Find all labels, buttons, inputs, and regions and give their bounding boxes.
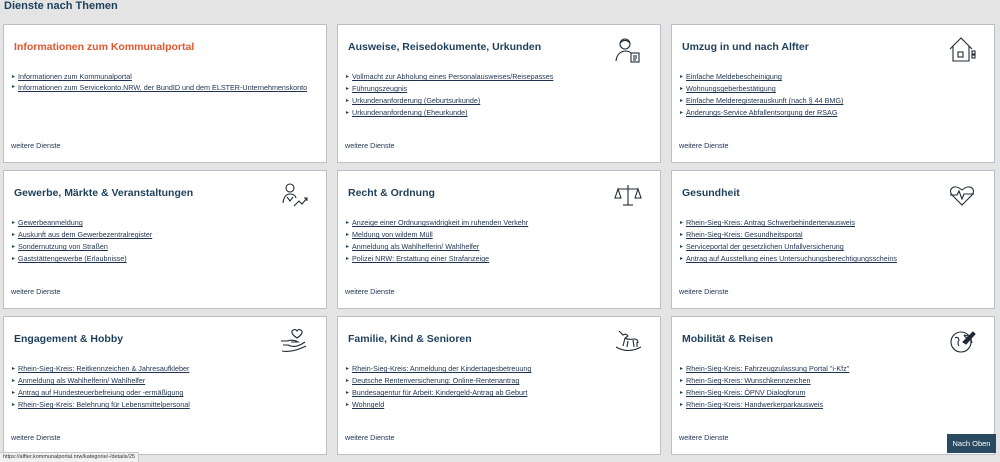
list-item — [346, 107, 652, 119]
service-link[interactable]: Rhein-Sieg-Kreis: Gesundheitsportal — [686, 230, 803, 239]
service-list — [346, 217, 652, 265]
service-list — [680, 71, 986, 119]
more-services-link[interactable]: weitere Dienste — [679, 287, 729, 296]
list-item — [680, 95, 986, 107]
list-item — [680, 363, 986, 375]
more-services-link[interactable]: weitere Dienste — [345, 287, 395, 296]
card-title: Engagement & Hobby — [14, 333, 124, 345]
service-link[interactable]: Anmeldung als Wahlhelferin/ Wahlhelfer — [352, 242, 480, 251]
list-item — [346, 83, 652, 95]
service-link[interactable]: Urkundenanforderung (Eheurkunde) — [352, 108, 468, 117]
more-services-link[interactable]: weitere Dienste — [11, 287, 61, 296]
service-link[interactable]: Informationen zum Servicekonto.NRW, der BundID und dem ELSTER-Unternehmenskonto — [18, 83, 308, 92]
service-link[interactable]: Gewerbeanmeldung — [18, 218, 83, 227]
service-link[interactable]: Rhein-Sieg-Kreis: Wunschkennzeichen — [686, 376, 811, 385]
list-item — [12, 229, 318, 241]
page-title: Dienste nach Themen — [4, 0, 118, 12]
list-item — [680, 241, 986, 253]
list-item — [346, 387, 652, 399]
card-title: Familie, Kind & Senioren — [348, 333, 472, 345]
list-item — [346, 71, 652, 83]
list-item — [12, 387, 318, 399]
person-growth-icon — [280, 181, 308, 209]
list-item — [12, 83, 318, 93]
more-services-link[interactable]: weitere Dienste — [11, 433, 61, 442]
service-link[interactable]: Rhein-Sieg-Kreis: Fahrzeugzulassung Portal "i-Kfz" — [686, 364, 850, 373]
list-item — [680, 229, 986, 241]
card-gewerbe — [3, 170, 327, 309]
service-link[interactable]: Anzeige einer Ordnungswidrigkeit im ruhenden Verkehr — [352, 218, 529, 227]
more-services-link[interactable]: weitere Dienste — [345, 433, 395, 442]
service-link[interactable]: Rhein-Sieg-Kreis: Reitkennzeichen & Jahresaufkleber — [18, 364, 190, 373]
list-item — [680, 107, 986, 119]
service-link[interactable]: Auskunft aus dem Gewerbezentralregister — [18, 230, 153, 239]
list-item — [346, 253, 652, 265]
service-list — [12, 71, 318, 95]
service-link[interactable]: Rhein-Sieg-Kreis: Handwerkerparkausweis — [686, 400, 824, 409]
service-link[interactable]: Rhein-Sieg-Kreis: Antrag Schwerbehindertenausweis — [686, 218, 855, 227]
card-title: Ausweise, Reisedokumente, Urkunden — [348, 41, 542, 53]
list-item — [12, 363, 318, 375]
service-link[interactable]: Informationen zum Kommunalportal — [18, 72, 132, 81]
person-document-icon — [614, 35, 642, 63]
service-link[interactable]: Führungszeugnis — [352, 84, 408, 93]
globe-plane-icon — [948, 327, 976, 355]
list-item — [12, 253, 318, 265]
list-item — [680, 253, 986, 265]
service-link[interactable]: Wohnungsgeberbestätigung — [686, 84, 776, 93]
list-item — [346, 217, 652, 229]
service-link[interactable]: Deutsche Rentenversicherung: Online-Rentenantrag — [352, 376, 520, 385]
scales-icon — [614, 181, 642, 209]
service-link[interactable]: Rhein-Sieg-Kreis: ÖPNV Dialogforum — [686, 388, 806, 397]
service-link[interactable]: Anmeldung als Wahlhelferin/ Wahlhelfer — [18, 376, 146, 385]
card-title: Informationen zum Kommunalportal — [14, 41, 195, 53]
back-to-top-button[interactable]: Nach Oben — [947, 434, 996, 453]
service-link[interactable]: Rhein-Sieg-Kreis: Anmeldung der Kindertagesbetreuung — [352, 364, 532, 373]
service-link[interactable]: Gaststättengewerbe (Erlaubnisse) — [18, 254, 127, 263]
service-link[interactable]: Vollmacht zur Abholung eines Personalausweises/Reisepasses — [352, 72, 554, 81]
card-title: Umzug in und nach Alfter — [682, 41, 809, 53]
service-list — [680, 363, 986, 411]
service-link[interactable]: Änderungs-Service Abfallentsorgung der RSAG — [686, 108, 838, 117]
service-link[interactable]: Wohngeld — [352, 400, 385, 409]
more-services-link[interactable]: weitere Dienste — [679, 433, 729, 442]
service-link[interactable]: Meldung von wildem Müll — [352, 230, 433, 239]
list-item — [346, 241, 652, 253]
service-link[interactable]: Bundesagentur für Arbeit: Kindergeld-Antrag ab Geburt — [352, 388, 528, 397]
list-item — [680, 399, 986, 411]
card-familie — [337, 316, 661, 455]
list-item — [346, 363, 652, 375]
service-list — [346, 71, 652, 119]
list-item — [680, 375, 986, 387]
list-item — [680, 83, 986, 95]
heart-pulse-icon — [948, 181, 976, 209]
service-link[interactable]: Antrag auf Hundesteuerbefreiung oder -ermäßigung — [18, 388, 184, 397]
card-title: Gesundheit — [682, 187, 740, 199]
list-item — [680, 217, 986, 229]
service-link[interactable]: Serviceportal der gesetzlichen Unfallversicherung — [686, 242, 844, 251]
status-bar-url: https://alfter.kommunalportal.nrw/kategorie/-/details/25 — [0, 452, 139, 462]
card-title: Recht & Ordnung — [348, 187, 435, 199]
list-item — [680, 387, 986, 399]
list-item — [12, 217, 318, 229]
service-link[interactable]: Antrag auf Ausstellung eines Untersuchungsberechtigungsscheins — [686, 254, 897, 263]
card-kommunalportal — [3, 24, 327, 163]
service-list — [346, 363, 652, 411]
list-item — [346, 399, 652, 411]
list-item — [346, 229, 652, 241]
service-link[interactable]: Polizei NRW: Erstattung einer Strafanzeige — [352, 254, 490, 263]
card-engagement — [3, 316, 327, 455]
list-item — [12, 375, 318, 387]
more-services-link[interactable]: weitere Dienste — [11, 141, 61, 150]
more-services-link[interactable]: weitere Dienste — [679, 141, 729, 150]
card-ausweise — [337, 24, 661, 163]
helping-hands-icon — [280, 327, 308, 355]
card-title: Gewerbe, Märkte & Veranstaltungen — [14, 187, 194, 199]
card-umzug — [671, 24, 995, 163]
service-list — [12, 217, 318, 265]
more-services-link[interactable]: weitere Dienste — [345, 141, 395, 150]
list-item — [12, 399, 318, 411]
list-item — [12, 71, 318, 83]
service-link[interactable]: Rhein-Sieg-Kreis: Belehrung für Lebensmittelpersonal — [18, 400, 190, 409]
list-item — [12, 241, 318, 253]
house-icon — [948, 35, 976, 63]
service-link[interactable]: Urkundenanforderung (Geburtsurkunde) — [352, 96, 481, 105]
list-item — [680, 71, 986, 83]
rocking-horse-icon — [614, 327, 642, 355]
list-item — [346, 375, 652, 387]
service-link[interactable]: Sondernutzung von Straßen — [18, 242, 108, 251]
list-item — [346, 95, 652, 107]
card-recht — [337, 170, 661, 309]
card-title: Mobilität & Reisen — [682, 333, 774, 345]
service-list — [680, 217, 986, 265]
service-link[interactable]: Einfache Melderegisterauskunft (nach § 44 BMG) — [686, 96, 844, 105]
service-list — [12, 363, 318, 411]
card-gesundheit — [671, 170, 995, 309]
services-grid — [3, 24, 1000, 461]
service-link[interactable]: Einfache Meldebescheinigung — [686, 72, 782, 81]
